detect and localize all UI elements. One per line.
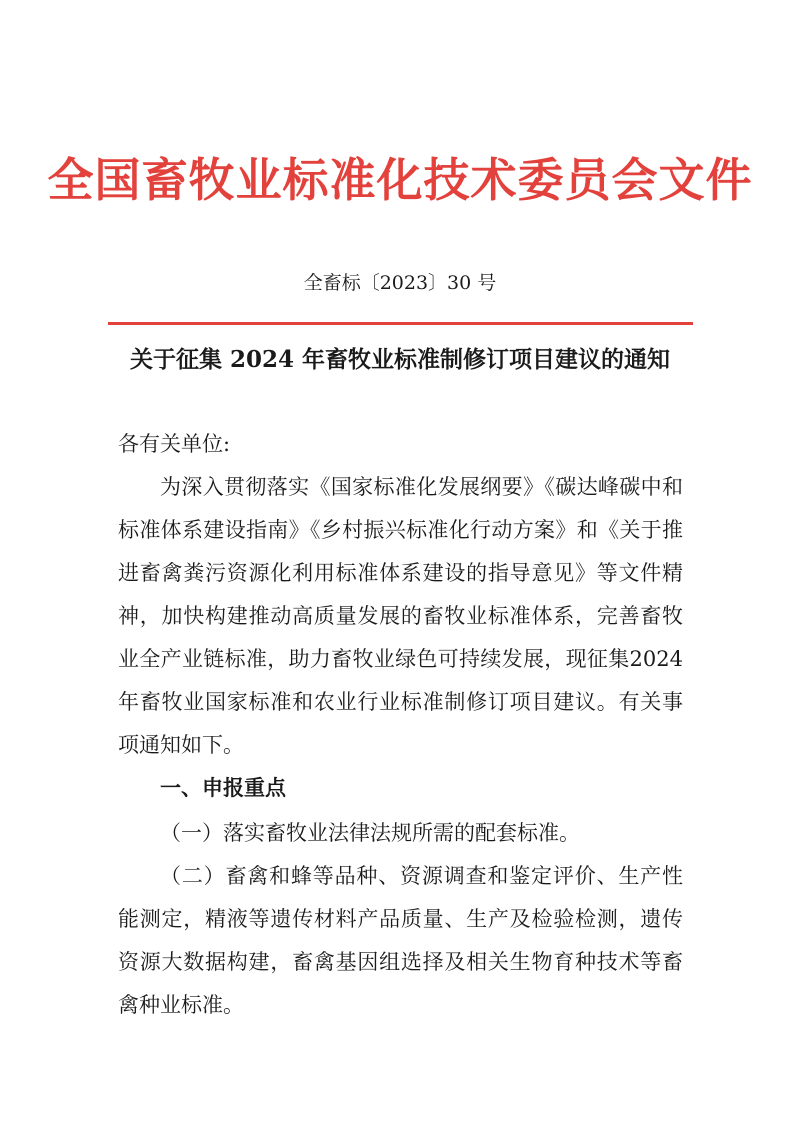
section-heading-1: 一、申报重点 — [160, 776, 286, 800]
notice-title: 关于征集 2024 年畜牧业标准制修订项目建议的通知 — [129, 346, 671, 373]
salutation: 各有关单位: — [118, 432, 231, 456]
list-item-2: （二）畜禽和蜂等品种、资源调查和鉴定评价、生产性能测定，精液等遗传材料产品质量、生产及检验检测，遗传资源大数据构建，畜禽基因组选择及相关生物育种技术等畜禽种业标准。 — [118, 864, 683, 1017]
document-number: 全畜标〔2023〕30 号 — [303, 272, 497, 294]
issuer-header-title: 全国畜牧业标准化技术委员会文件 — [47, 153, 753, 207]
red-divider-line — [108, 322, 693, 325]
intro-paragraph: 为深入贯彻落实《国家标准化发展纲要》《碳达峰碳中和标准体系建设指南》《乡村振兴标准化行动方案》和《关于推进畜禽粪污资源化利用标准体系建设的指导意见》等文件精神，加快构建推动高质量发展的畜牧业标准体系，完善畜牧业全产业链标准，助力畜牧业绿色可持续发展，现征集2024 年畜牧业国家标准和农业行业标准制修订项目建议。有关事项通知如下。 — [118, 475, 683, 757]
list-item-1: （一）落实畜牧业法律法规所需的配套标准。 — [160, 821, 580, 845]
